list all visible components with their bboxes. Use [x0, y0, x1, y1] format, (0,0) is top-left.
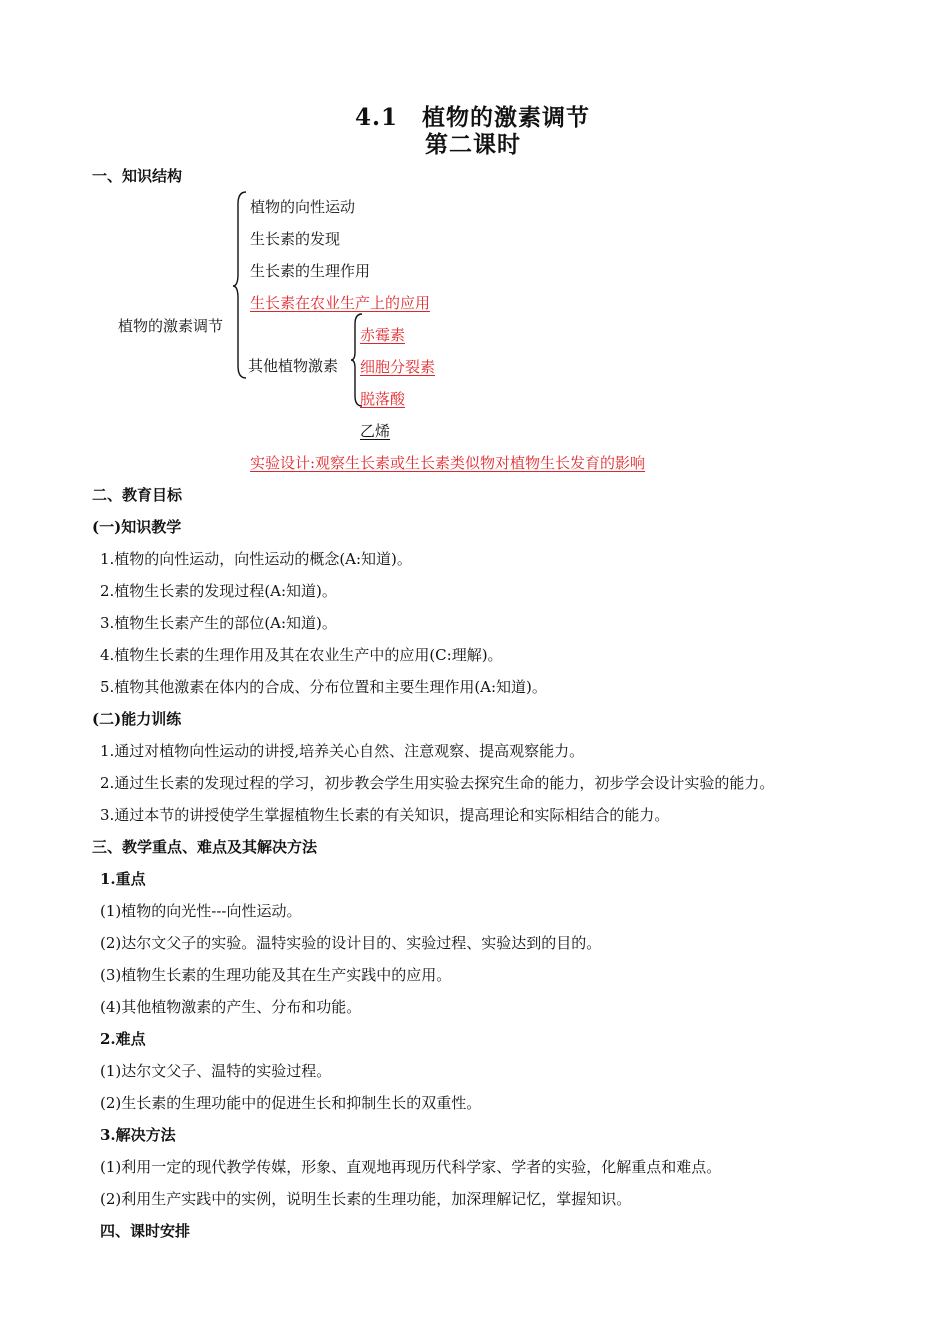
knowledge-item: 2.植物生长素的发现过程(A:知道)。	[100, 582, 337, 600]
focus-item: (4)其他植物激素的产生、分布和功能。	[100, 998, 362, 1016]
subheading-ability: (二)能力训练	[92, 710, 182, 728]
focus-item: (3)植物生长素的生理功能及其在生产实践中的应用。	[100, 966, 452, 984]
structure-root: 植物的激素调节	[118, 317, 224, 335]
ability-item: 3.通过本节的讲授使学生掌握植物生长素的有关知识，提高理论和实际相结合的能力。	[100, 806, 670, 824]
structure-item-auxin-agriculture: 生长素在农业生产上的应用	[250, 294, 431, 312]
section-heading-schedule: 四、课时安排	[100, 1222, 191, 1240]
hormone-ethylene: 乙烯	[360, 422, 391, 440]
solution-item: (2)利用生产实践中的实例，说明生长素的生理功能，加深理解记忆，掌握知识。	[100, 1190, 632, 1208]
subheading-solution: 3.解决方法	[100, 1126, 176, 1144]
ability-item: 1.通过对植物向性运动的讲授,培养关心自然、注意观察、提高观察能力。	[100, 742, 585, 760]
knowledge-item: 1.植物的向性运动，向性运动的概念(A:知道)。	[100, 550, 412, 568]
large-brace	[232, 190, 248, 380]
subheading-difficulty: 2.难点	[100, 1030, 146, 1048]
subheading-knowledge: (一)知识教学	[92, 518, 182, 536]
page-subtitle: 第二课时	[425, 131, 521, 158]
solution-item: (1)利用一定的现代教学传媒，形象、直观地再现历代科学家、学者的实验，化解重点和难点。	[100, 1158, 722, 1176]
difficulty-item: (2)生长素的生理功能中的促进生长和抑制生长的双重性。	[100, 1094, 482, 1112]
hormone-cytokinin: 细胞分裂素	[360, 358, 436, 376]
hormone-gibberellin: 赤霉素	[360, 326, 406, 344]
structure-item-tropism: 植物的向性运动	[250, 198, 356, 216]
structure-item-other-hormones: 其他植物激素	[248, 357, 339, 375]
focus-item: (1)植物的向光性---向性运动。	[100, 902, 302, 920]
hormone-abscisic-acid: 脱落酸	[360, 390, 406, 408]
section-heading-structure: 一、知识结构	[92, 167, 183, 185]
knowledge-item: 4.植物生长素的生理作用及其在农业生产中的应用(C:理解)。	[100, 646, 503, 664]
structure-item-auxin-discovery: 生长素的发现	[250, 230, 341, 248]
experiment-design: 实验设计:观察生长素或生长素类似物对植物生长发育的影响	[250, 454, 646, 472]
knowledge-item: 5.植物其他激素在体内的合成、分布位置和主要生理作用(A:知道)。	[100, 678, 547, 696]
page-title: 4.1 植物的激素调节	[355, 104, 591, 131]
subheading-focus: 1.重点	[100, 870, 146, 888]
difficulty-item: (1)达尔文父子、温特的实验过程。	[100, 1062, 332, 1080]
section-heading-goals: 二、教育目标	[92, 486, 183, 504]
focus-item: (2)达尔文父子的实验。温特实验的设计目的、实验过程、实验达到的目的。	[100, 934, 602, 952]
section-heading-keypoints: 三、教学重点、难点及其解决方法	[92, 838, 318, 856]
structure-item-auxin-physiology: 生长素的生理作用	[250, 262, 371, 280]
knowledge-item: 3.植物生长素产生的部位(A:知道)。	[100, 614, 337, 632]
ability-item: 2.通过生长素的发现过程的学习，初步教会学生用实验去探究生命的能力，初步学会设计实验的能力。	[100, 774, 775, 792]
